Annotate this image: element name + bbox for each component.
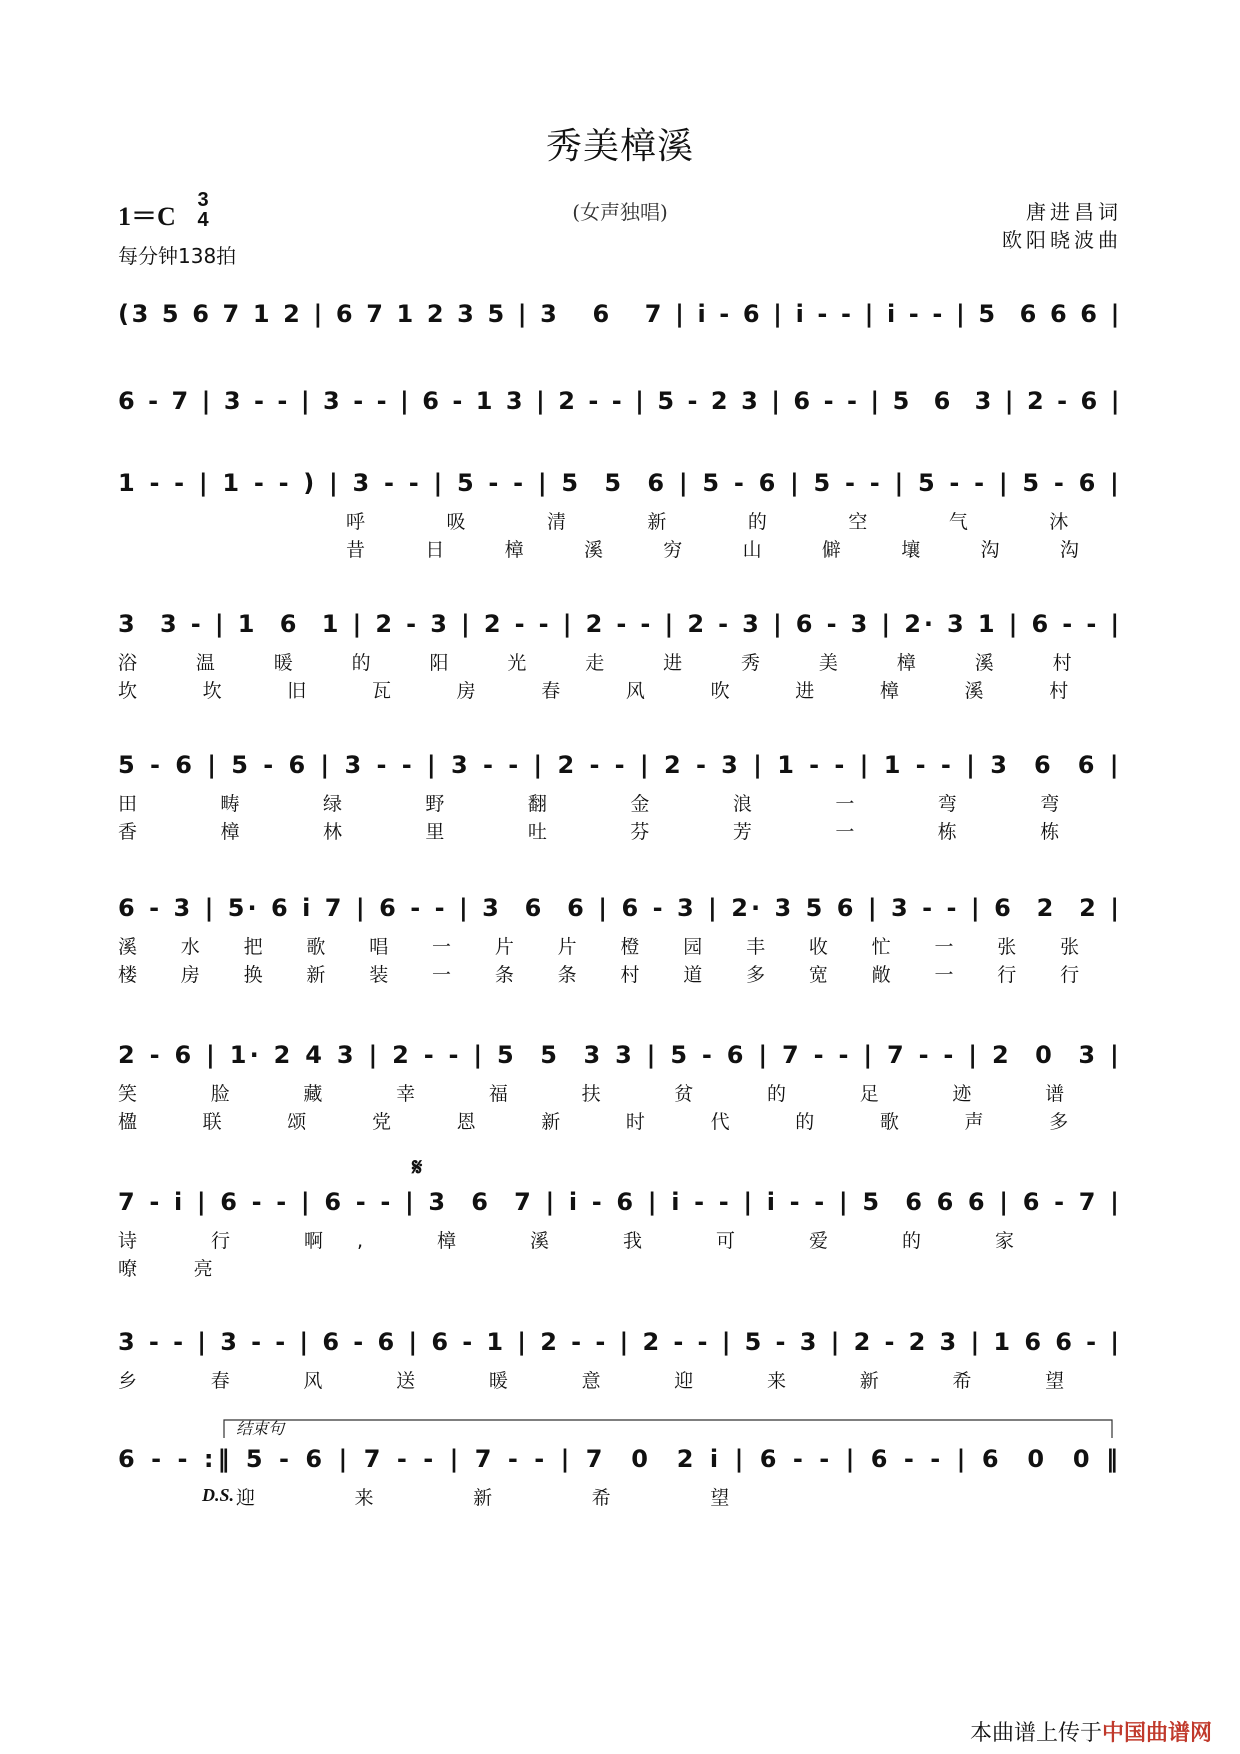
- key-signature: 1＝C: [118, 202, 176, 231]
- notation-row: (3 5 6 7 1 2 | 6 7 1 2 3 5 | 3 6 7 | i - 6 | i - - | i - - | 5 6 6 6 |: [118, 300, 1122, 328]
- notation-row: 1 - - | 1 - - ) | 3 - - | 5 - - | 5 5 6 | 5 - 6 | 5 - - | 5 - - | 5 - 6 |: [118, 469, 1122, 497]
- lyric-verse-1: 笑 脸 藏 幸 福 扶 贫 的 足 迹 谱: [118, 1083, 1098, 1105]
- lyric-verse-2: 楼 房 换 新 装 一 条 条 村 道 多 宽 敞 一 行 行: [118, 964, 1098, 986]
- segno-sign: 𝄋: [412, 1152, 423, 1181]
- lyric-verse-1: 迎 来 新 希 望: [236, 1487, 776, 1509]
- lyric-verse-1: 田 畴 绿 野 翻 金 浪 一 弯 弯: [118, 793, 1098, 815]
- performance-note: (女声独唱): [572, 200, 668, 224]
- lyric-verse-2: 坎 坎 旧 瓦 房 春 风 吹 进 樟 溪 村: [118, 680, 1098, 702]
- lyric-verse-2: 昔 日 樟 溪 穷 山 僻 壤 沟 沟: [346, 539, 1106, 561]
- time-signature-top: 3: [197, 189, 209, 211]
- ending-label: 结束句: [236, 1419, 285, 1438]
- tempo-marking: 每分钟138拍: [118, 244, 237, 268]
- notation-row: 6 - 7 | 3 - - | 3 - - | 6 - 1 3 | 2 - - | 5 - 2 3 | 6 - - | 5 6 3 | 2 - 6 |: [118, 387, 1122, 415]
- notation-row: 3 3 - | 1 6 1 | 2 - 3 | 2 - - | 2 - - | 2 - 3 | 6 - 3 | 2· 3 1 | 6 - - |: [118, 610, 1122, 638]
- notation-row: 6 - - :‖ 5 - 6 | 7 - - | 7 - - | 7 0 2 i | 6 - - | 6 - - | 6 0 0 ‖: [118, 1445, 1122, 1473]
- lyric-verse-1: 乡 春 风 送 暖 意 迎 来 新 希 望: [118, 1370, 1098, 1392]
- lyric-verse-2: 楹 联 颂 党 恩 新 时 代 的 歌 声 多: [118, 1111, 1098, 1133]
- composer-credit: 欧阳晓波曲: [1002, 228, 1122, 252]
- lyric-verse-2: 香 樟 林 里 吐 芬 芳 一 栋 栋: [118, 821, 1098, 843]
- ending-bracket: [224, 1420, 1112, 1438]
- time-signature-bottom: 4: [197, 209, 209, 231]
- notation-row: 2 - 6 | 1· 2 4 3 | 2 - - | 5 5 3 3 | 5 - 6 | 7 - - | 7 - - | 2 0 3 |: [118, 1041, 1122, 1069]
- song-title: 秀美樟溪: [545, 126, 694, 167]
- ds-marking: D.S.: [202, 1485, 235, 1505]
- footer-brand: 中国曲谱网: [1101, 1721, 1212, 1746]
- notation-row: 7 - i | 6 - - | 6 - - | 3 6 7 | i - 6 | i - - | i - - | 5 6 6 6 | 6 - 7 |: [118, 1188, 1122, 1216]
- lyric-verse-2: 嘹 亮: [118, 1258, 238, 1280]
- lyric-verse-1: 溪 水 把 歌 唱 一 片 片 橙 园 丰 收 忙 一 张 张: [118, 936, 1098, 958]
- lyric-verse-1: 呼 吸 清 新 的 空 气 沐: [346, 511, 1106, 533]
- lyric-verse-1: 浴 温 暖 的 阳 光 走 进 秀 美 樟 溪 村: [118, 652, 1098, 674]
- footer-text: 本曲谱上传于: [969, 1721, 1102, 1746]
- notation-row: 6 - 3 | 5· 6 i 7 | 6 - - | 3 6 6 | 6 - 3 | 2· 3 5 6 | 3 - - | 6 2 2 |: [118, 894, 1122, 922]
- lyric-verse-1: 诗 行 啊, 樟 溪 我 可 爱 的 家: [118, 1230, 1048, 1252]
- lyricist-credit: 唐进昌词: [1026, 200, 1122, 224]
- notation-row: 5 - 6 | 5 - 6 | 3 - - | 3 - - | 2 - - | 2 - 3 | 1 - - | 1 - - | 3 6 6 |: [118, 751, 1122, 779]
- notation-row: 3 - - | 3 - - | 6 - 6 | 6 - 1 | 2 - - | 2 - - | 5 - 3 | 2 - 2 3 | 1 6 6 - |: [118, 1328, 1122, 1356]
